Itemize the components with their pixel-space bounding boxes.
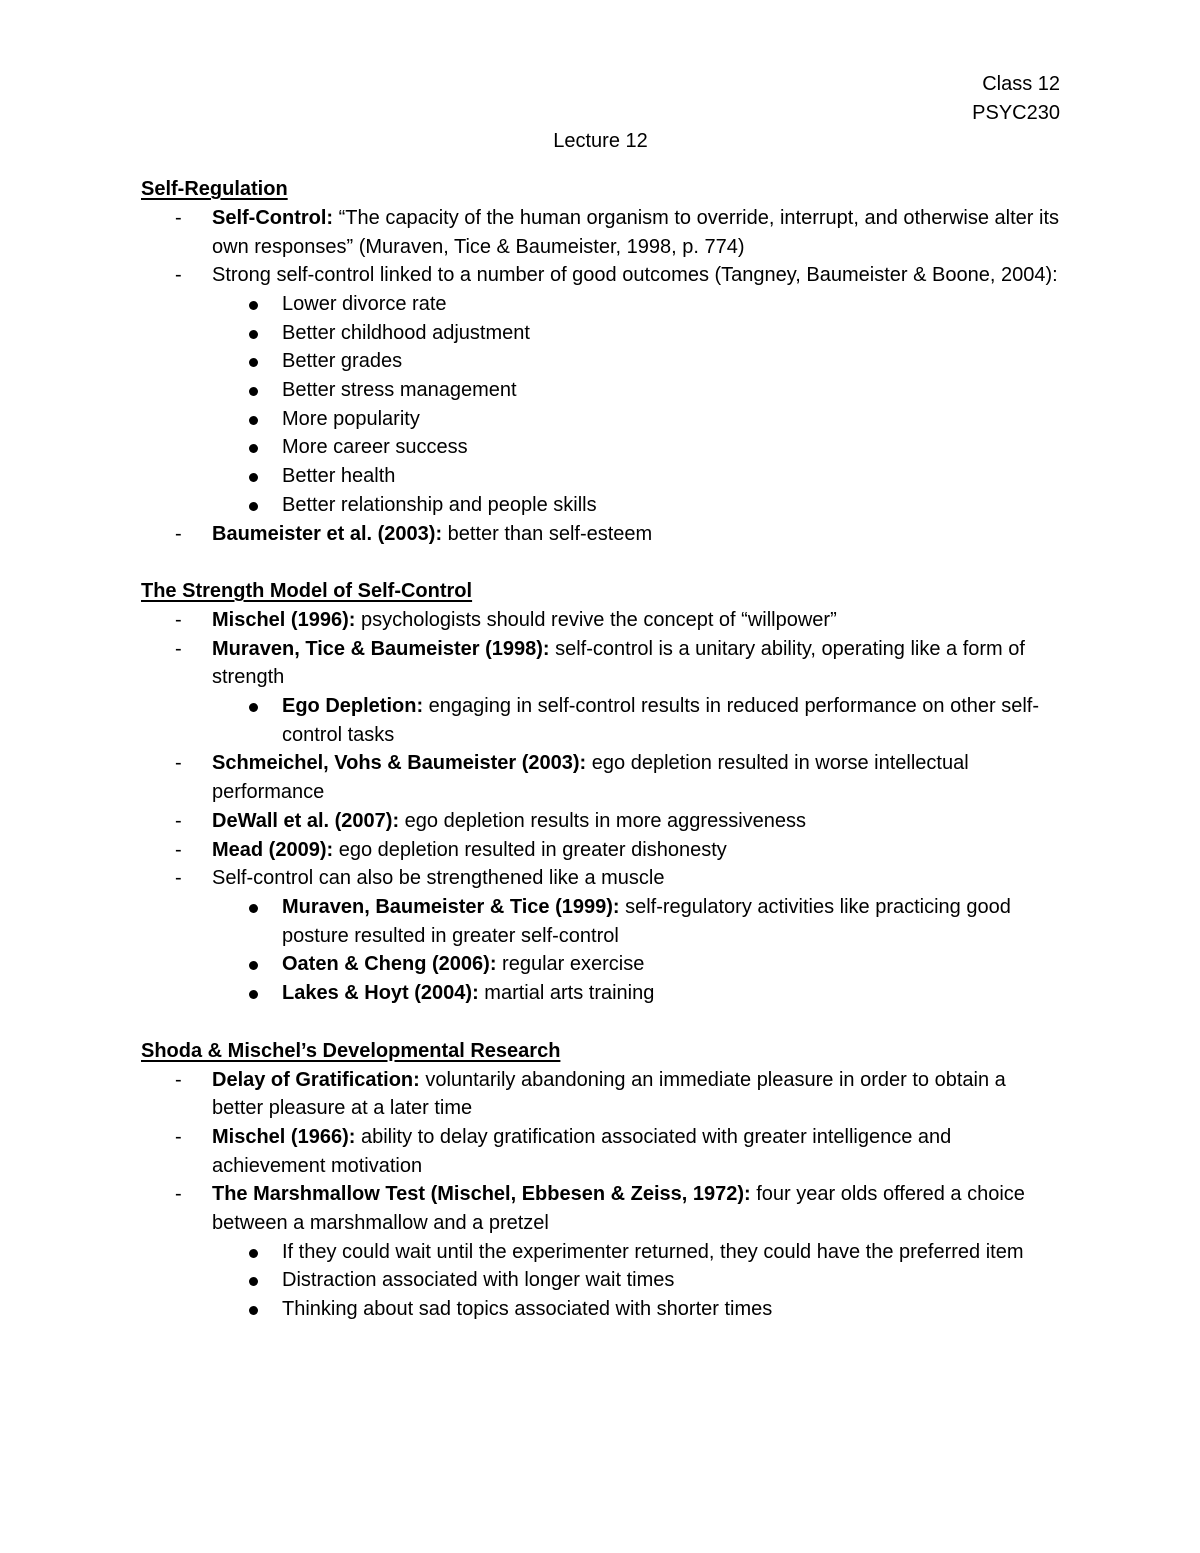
- bullet-dot-icon: [249, 330, 258, 339]
- list-item: [141, 1066, 1060, 1123]
- item-bold: Muraven, Tice & Baumeister (1998):: [212, 637, 550, 660]
- item-bold: Ego Depletion:: [282, 695, 424, 718]
- sub-list-item: [141, 405, 1060, 434]
- bullet-list: [141, 204, 1060, 548]
- section-title: The Strength Model of Self-Control: [141, 580, 473, 603]
- sub-list-item: [141, 290, 1060, 319]
- sub-list-item: [141, 462, 1060, 491]
- section-title: Shoda & Mischel’s Developmental Research: [141, 1039, 561, 1062]
- item-text: engaging in self-control results in reduced performance on other self-control tasks: [282, 695, 1039, 746]
- dash-marker: -: [175, 809, 182, 832]
- item-text: ego depletion results in more aggressiveness: [399, 809, 807, 832]
- bullet-dot-icon: [249, 990, 258, 999]
- sub-list-item: [141, 1238, 1060, 1267]
- list-item: [141, 1123, 1060, 1180]
- dash-marker: -: [175, 264, 182, 287]
- bullet-list: [141, 606, 1060, 1008]
- list-item: [141, 520, 1060, 549]
- list-item: [141, 749, 1060, 806]
- dash-marker: -: [175, 522, 182, 545]
- list-item: [141, 635, 1060, 692]
- sub-list-item: [141, 347, 1060, 376]
- dash-marker: -: [175, 867, 182, 890]
- bullet-dot-icon: [249, 961, 258, 970]
- list-item: [141, 807, 1060, 836]
- list-item: [141, 864, 1060, 893]
- item-text: If they could wait until the experimenter returned, they could have the preferred item: [282, 1240, 1024, 1263]
- dash-marker: -: [175, 838, 182, 861]
- section-strength-model: [141, 577, 1060, 1008]
- item-bold: Mischel (1966):: [212, 1125, 356, 1148]
- item-text: psychologists should revive the concept of “willpower”: [355, 608, 837, 631]
- item-bold: Delay of Gratification:: [212, 1068, 420, 1091]
- item-text: martial arts training: [478, 982, 655, 1005]
- sub-list-item: [141, 950, 1060, 979]
- item-text: More career success: [282, 436, 468, 459]
- sub-list-item: [141, 893, 1060, 950]
- sub-list-item: [141, 1295, 1060, 1324]
- bullet-dot-icon: [249, 387, 258, 396]
- dash-marker: -: [175, 206, 182, 229]
- bullet-dot-icon: [249, 301, 258, 310]
- item-text: Better health: [282, 465, 396, 488]
- bullet-dot-icon: [249, 473, 258, 482]
- item-text: ability to delay gratification associated with greater intelligence and achievement motivation: [212, 1125, 952, 1177]
- class-label: Class 12: [982, 73, 1060, 95]
- list-item: [141, 204, 1060, 261]
- bullet-dot-icon: [249, 444, 258, 453]
- item-text: better than self-esteem: [442, 522, 653, 545]
- list-item: [141, 1180, 1060, 1237]
- item-text: four year olds offered a choice between a marshmallow and a pretzel: [212, 1183, 1025, 1235]
- dash-marker: -: [175, 637, 182, 660]
- list-item: [141, 836, 1060, 865]
- item-text: regular exercise: [496, 953, 645, 976]
- dash-marker: -: [175, 1068, 182, 1091]
- list-item: [141, 606, 1060, 635]
- item-text: Better relationship and people skills: [282, 493, 597, 516]
- lecture-title: Lecture 12: [553, 130, 648, 153]
- item-bold: Baumeister et al. (2003):: [212, 522, 443, 545]
- bullet-dot-icon: [249, 502, 258, 511]
- bullet-dot-icon: [249, 703, 258, 712]
- item-text: “The capacity of the human organism to override, interrupt, and otherwise alter its own responses” (Muraven, Tice & Baumeister, 1998, p. 774): [212, 206, 1060, 258]
- sub-list-item: [141, 376, 1060, 405]
- item-text: Distraction associated with longer wait times: [282, 1269, 675, 1292]
- sub-list-item: [141, 692, 1060, 749]
- bullet-dot-icon: [249, 1277, 258, 1286]
- bullet-dot-icon: [249, 1306, 258, 1315]
- item-text: Better childhood adjustment: [282, 321, 530, 344]
- item-bold: Oaten & Cheng (2006):: [282, 953, 497, 976]
- sub-list-item: [141, 433, 1060, 462]
- item-bold: Schmeichel, Vohs & Baumeister (2003):: [212, 752, 587, 775]
- item-bold: Mischel (1996):: [212, 608, 356, 631]
- item-bold: Mead (2009):: [212, 838, 334, 861]
- course-code: PSYC230: [972, 101, 1060, 124]
- bullet-dot-icon: [249, 1249, 258, 1258]
- bullet-dot-icon: [249, 416, 258, 425]
- dash-marker: -: [175, 1125, 182, 1148]
- item-text: Self-control can also be strengthened like a muscle: [212, 867, 665, 890]
- item-text: Strong self-control linked to a number of good outcomes (Tangney, Baumeister & Boone, 2004):: [212, 264, 1058, 287]
- item-text: ego depletion resulted in greater dishonesty: [333, 838, 727, 861]
- list-item: [141, 261, 1060, 290]
- item-text: Better stress management: [282, 379, 517, 402]
- dash-marker: -: [175, 752, 182, 775]
- item-text: Thinking about sad topics associated with shorter times: [282, 1298, 773, 1321]
- section-self-regulation: [141, 175, 1060, 548]
- item-bold: Self-Control:: [212, 206, 334, 229]
- sub-list-item: [141, 491, 1060, 520]
- item-text: Better grades: [282, 350, 403, 373]
- item-bold: Lakes & Hoyt (2004):: [282, 982, 479, 1005]
- item-text: Lower divorce rate: [282, 292, 447, 315]
- item-bold: DeWall et al. (2007):: [212, 809, 400, 832]
- item-bold: The Marshmallow Test (Mischel, Ebbesen & Zeiss, 1972):: [212, 1183, 751, 1206]
- item-bold: Muraven, Baumeister & Tice (1999):: [282, 895, 620, 918]
- bullet-list: [141, 1066, 1060, 1324]
- item-text: self-control is a unitary ability, operating like a form of strength: [212, 637, 1025, 689]
- section-developmental-research: [141, 1037, 1060, 1324]
- sub-list-item: [141, 1266, 1060, 1295]
- item-text: More popularity: [282, 407, 420, 430]
- sub-list-item: [141, 979, 1060, 1008]
- item-text: ego depletion resulted in worse intellectual performance: [212, 752, 969, 804]
- item-text: self-regulatory activities like practicing good posture resulted in greater self-control: [282, 895, 1011, 947]
- bullet-dot-icon: [249, 904, 258, 913]
- dash-marker: -: [175, 608, 182, 631]
- bullet-dot-icon: [249, 358, 258, 367]
- sub-list-item: [141, 319, 1060, 348]
- section-title: Self-Regulation: [141, 178, 288, 201]
- dash-marker: -: [175, 1183, 182, 1206]
- item-text: voluntarily abandoning an immediate pleasure in order to obtain a better pleasure at a later time: [212, 1068, 1006, 1120]
